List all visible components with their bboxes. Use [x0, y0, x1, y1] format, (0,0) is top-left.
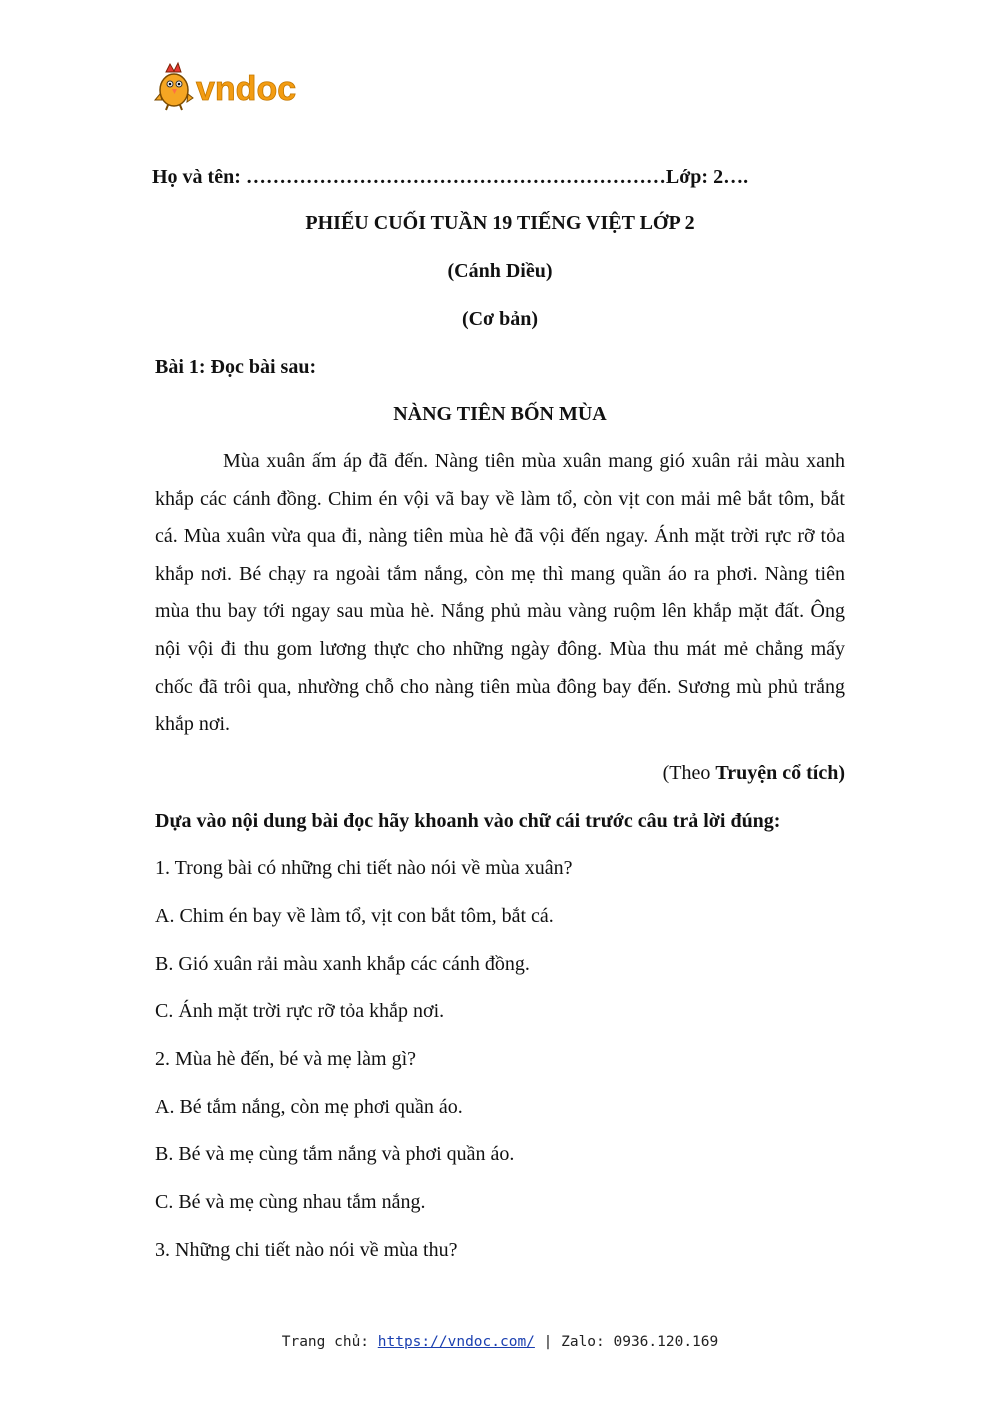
footer-home-link[interactable]: https://vndoc.com/ [377, 1334, 535, 1350]
q1-option-a: A. Chim én bay về làm tổ, vịt con bắt tôm, bắt cá. [155, 905, 554, 927]
q2-option-a: A. Bé tắm nắng, còn mẹ phơi quần áo. [155, 1096, 463, 1118]
footer-separator: | [534, 1334, 562, 1350]
q2-option-c: C. Bé và mẹ cùng nhau tắm nắng. [155, 1191, 426, 1213]
q2-option-b: B. Bé và mẹ cùng tắm nắng và phơi quần áo. [155, 1143, 515, 1165]
q1-option-b: B. Gió xuân rải màu xanh khắp các cánh đồng. [155, 953, 530, 975]
footer-zalo: Zalo: 0936.120.169 [561, 1334, 719, 1350]
instruction: Dựa vào nội dung bài đọc hãy khoanh vào chữ cái trước câu trả lời đúng: [155, 810, 781, 832]
svg-text:vndoc: vndoc [196, 70, 297, 108]
vndoc-logo [152, 60, 322, 112]
page-subtitle-edition: (Cánh Diều) [447, 260, 553, 282]
exercise-heading: Bài 1: Đọc bài sau: [155, 356, 317, 378]
story-passage: Mùa xuân ấm áp đã đến. Nàng tiên mùa xuân mang gió xuân rải màu xanh khắp các cánh đồng. Chim én vội vã bay về làm tổ, còn vịt con mải mê bắt tôm, bắt cá. Mùa xuân vừa qua đi, nàng tiên mùa hè đã vội đến ngay. Ánh mặt trời rực rỡ tỏa khắp nơi. Bé chạy ra ngoài tắm nắng, còn mẹ thì mang quần áo ra phơi. Nàng tiên mùa thu bay tới ngay sau mùa hè. Nắng phủ màu vàng ruộm lên khắp mặt đất. Ông nội vội đi thu gom lương thực cho những ngày đông. Mùa thu mát mẻ chẳng mấy chốc đã trôi qua, nhường chỗ cho nàng tiên mùa đông bay đến. Sương mù phủ trắng khắp nơi. [155, 450, 845, 736]
page-subtitle-level: (Cơ bản) [461, 308, 539, 330]
source-title: Truyện cổ tích) [715, 762, 845, 784]
page-title: PHIẾU CUỐI TUẦN 19 TIẾNG VIỆT LỚP 2 [305, 212, 695, 234]
q1-option-c: C. Ánh mặt trời rực rỡ tỏa khắp nơi. [155, 1000, 445, 1022]
question-2: 2. Mùa hè đến, bé và mẹ làm gì? [155, 1048, 417, 1070]
student-name-line: Họ và tên: ………………………………………………………Lớp: 2…. [152, 166, 749, 188]
footer-home-label: Trang chủ: [281, 1334, 378, 1350]
question-1: 1. Trong bài có những chi tiết nào nói về mùa xuân? [155, 857, 573, 879]
story-title: NÀNG TIÊN BỐN MÙA [393, 403, 607, 425]
page-footer [0, 1334, 1000, 1350]
chicken-mascot-icon [155, 63, 193, 110]
source-prefix: (Theo [662, 762, 716, 784]
story-source [155, 761, 845, 785]
question-3: 3. Những chi tiết nào nói về mùa thu? [155, 1239, 458, 1261]
